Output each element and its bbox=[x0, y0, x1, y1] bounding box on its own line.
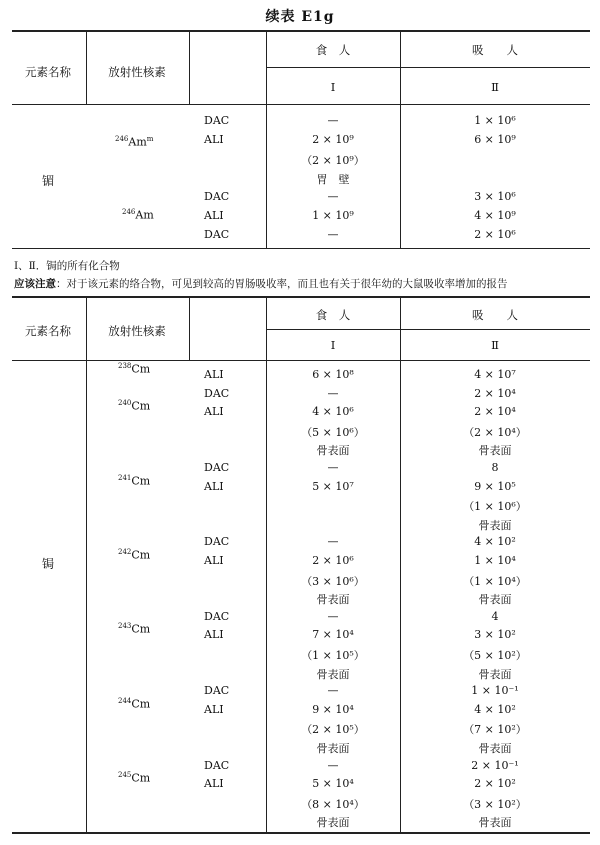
table-row-cell-inhalation: 骨表面 bbox=[478, 593, 512, 607]
table1-subheader-rule bbox=[266, 67, 590, 68]
table-row-cell-ingestion: — bbox=[327, 609, 339, 623]
table1-element-name: 镅 bbox=[41, 174, 55, 188]
table-row-cell-inhalation: 骨表面 bbox=[478, 742, 512, 755]
table2-header-rule bbox=[12, 360, 590, 361]
table2-vline bbox=[189, 296, 190, 360]
table-row-cell-ingestion: — bbox=[327, 535, 339, 549]
table-row-cell-inhalation: 骨表面 bbox=[478, 667, 512, 681]
table2-nuclide: $^{238}$Cm bbox=[118, 362, 151, 376]
table-row-cell-inhalation: 9 × 10⁵ bbox=[474, 479, 516, 493]
table-row-cell-type: ALI bbox=[204, 777, 224, 791]
table-row-cell-ingestion: 骨表面 bbox=[316, 742, 350, 755]
table-row-cell-ingestion: 骨表面 bbox=[316, 816, 350, 830]
table1-header-element: 元素名称 bbox=[25, 65, 71, 79]
table2-subheader-rule bbox=[266, 329, 590, 330]
table1-vline bbox=[86, 30, 87, 104]
table-row-cell-ingestion: 骨表面 bbox=[316, 444, 350, 458]
table-row-cell-inhalation: 1 × 10⁶ bbox=[474, 114, 516, 127]
table2-vline bbox=[266, 296, 267, 832]
table-row-cell-inhalation: （7 × 10²） bbox=[463, 723, 527, 737]
table-row-cell-inhalation: 2 × 10⁴ bbox=[474, 386, 516, 400]
table1-header-inhalation: 吸 人 bbox=[472, 43, 518, 57]
table1-class-ingestion: Ⅰ bbox=[330, 80, 336, 94]
table-row-cell-ingestion: — bbox=[327, 228, 339, 241]
table-row-cell-type: DAC bbox=[204, 228, 230, 241]
table-row-cell-ingestion: （2 × 10⁵） bbox=[301, 723, 365, 737]
table-row-cell-ingestion: — bbox=[327, 461, 339, 474]
table1-vline bbox=[189, 30, 190, 104]
note-attention bbox=[14, 276, 508, 291]
table-row-cell-type: DAC bbox=[204, 461, 230, 474]
table2-vline bbox=[400, 296, 401, 832]
note-attention-text: ：对于该元素的络合物，可见到较高的胃肠吸收率，而且也有关于很年幼的大鼠吸收率增加的报告 bbox=[56, 278, 508, 290]
table-row-cell-inhalation: （1 × 10⁴） bbox=[463, 574, 527, 588]
table2-vline bbox=[86, 296, 87, 832]
table2-header-nuclide: 放射性核素 bbox=[108, 324, 166, 338]
table1-header-ingestion: 食 人 bbox=[315, 43, 351, 57]
table-row-cell-ingestion: 7 × 10⁴ bbox=[312, 628, 354, 642]
table1-nuclide: $^{246}$Am bbox=[122, 208, 154, 222]
table-row-cell-inhalation: （2 × 10⁴） bbox=[463, 425, 527, 439]
table-row-cell-ingestion: （3 × 10⁶） bbox=[301, 574, 365, 588]
table-row-cell-inhalation: 2 × 10⁴ bbox=[474, 405, 516, 419]
table1-nuclide: $^{246}$Am$^m$ bbox=[115, 135, 154, 149]
table2-header-ingestion: 食 人 bbox=[315, 308, 351, 322]
table-row-cell-inhalation: （3 × 10²） bbox=[463, 797, 527, 811]
table2-element-name: 锔 bbox=[41, 557, 55, 571]
table-row-cell-type: ALI bbox=[204, 628, 224, 642]
table-row-cell-inhalation: 3 × 10⁶ bbox=[474, 190, 516, 203]
table1-class-inhalation: Ⅱ bbox=[491, 80, 499, 94]
table2-class-ingestion: Ⅰ bbox=[330, 338, 336, 352]
table-row-cell-ingestion: 胃 壁 bbox=[316, 173, 350, 186]
table-row-cell-inhalation: 1 × 10⁴ bbox=[474, 554, 516, 567]
table-row-cell-inhalation: 4 × 10² bbox=[474, 702, 516, 716]
table-row-cell-ingestion: — bbox=[327, 758, 339, 772]
table-row-cell-inhalation: 3 × 10² bbox=[474, 628, 516, 642]
table2-bottom-rule bbox=[12, 832, 590, 834]
table-row-cell-type: DAC bbox=[204, 758, 230, 772]
table-row-cell-type: DAC bbox=[204, 114, 230, 127]
table-row-cell-inhalation: 2 × 10⁻¹ bbox=[471, 758, 519, 772]
note-compounds: Ⅰ、Ⅱ．锔的所有化合物 bbox=[14, 260, 120, 272]
table-row-cell-inhalation: 1 × 10⁻¹ bbox=[471, 684, 519, 698]
table2-header-element: 元素名称 bbox=[25, 324, 71, 338]
table-row-cell-ingestion: 2 × 10⁹ bbox=[312, 133, 354, 146]
table-row-cell-inhalation: 骨表面 bbox=[478, 518, 512, 532]
table-row-cell-ingestion: — bbox=[327, 114, 339, 127]
table1-bottom-rule bbox=[12, 248, 590, 249]
table2-header-inhalation: 吸 人 bbox=[472, 308, 518, 322]
table-row-cell-ingestion: （8 × 10⁴） bbox=[301, 797, 365, 811]
table-row-cell-inhalation: 4 × 10⁹ bbox=[474, 209, 516, 222]
table1-top-rule bbox=[12, 30, 590, 32]
table-row-cell-ingestion: — bbox=[327, 386, 339, 400]
table-row-cell-inhalation: 4 × 10² bbox=[474, 535, 516, 549]
table-row-cell-ingestion: 4 × 10⁶ bbox=[312, 405, 354, 419]
table-row-cell-inhalation: 2 × 10² bbox=[474, 777, 516, 791]
table-row-cell-type: ALI bbox=[204, 702, 224, 716]
table-row-cell-inhalation: 骨表面 bbox=[478, 816, 512, 830]
table-row-cell-type: ALI bbox=[204, 479, 224, 493]
table2-nuclide: $^{244}$Cm bbox=[118, 696, 151, 711]
table-row-cell-ingestion: 5 × 10⁷ bbox=[312, 479, 354, 493]
table-row-cell-inhalation: 6 × 10⁹ bbox=[474, 133, 516, 146]
table-row-cell-ingestion: 5 × 10⁴ bbox=[312, 777, 354, 791]
table-row-cell-inhalation: （1 × 10⁶） bbox=[463, 500, 527, 514]
table-row-cell-inhalation: 2 × 10⁶ bbox=[474, 228, 516, 241]
page-title: 续表 E1g bbox=[265, 9, 335, 25]
table-row-cell-type: ALI bbox=[204, 405, 224, 419]
table2-nuclide: $^{243}$Cm bbox=[118, 622, 151, 637]
table-row-cell-ingestion: 1 × 10⁹ bbox=[312, 209, 354, 222]
table-row-cell-ingestion: （5 × 10⁶） bbox=[301, 425, 365, 439]
table-row-cell-ingestion: （1 × 10⁵） bbox=[301, 649, 365, 662]
table-row-cell-ingestion: 骨表面 bbox=[316, 593, 350, 607]
table-row-cell-type: DAC bbox=[204, 535, 230, 549]
table2-top-rule bbox=[12, 296, 590, 298]
table-row-cell-type: DAC bbox=[204, 386, 230, 400]
table-row-cell-inhalation: 8 bbox=[491, 461, 499, 474]
table-row-cell-type: ALI bbox=[204, 133, 224, 146]
table-row-cell-inhalation: 骨表面 bbox=[478, 444, 512, 458]
table-row-cell-ingestion: — bbox=[327, 190, 339, 203]
table-row-cell-type: DAC bbox=[204, 684, 230, 698]
note-attention-label: 应该注意 bbox=[14, 278, 56, 290]
table-row-cell-type: ALI bbox=[204, 368, 224, 381]
table1-vline bbox=[400, 30, 401, 248]
table-row-cell-type: ALI bbox=[204, 554, 224, 567]
table-row-cell-ingestion: 2 × 10⁶ bbox=[312, 554, 354, 567]
table-row-cell-type: DAC bbox=[204, 609, 230, 623]
table2-class-inhalation: Ⅱ bbox=[491, 338, 499, 352]
table-row-cell-ingestion: （2 × 10⁹） bbox=[301, 154, 365, 167]
table2-nuclide: $^{242}$Cm bbox=[118, 548, 151, 562]
table2-nuclide: $^{245}$Cm bbox=[118, 771, 151, 785]
table-row-cell-ingestion: 骨表面 bbox=[316, 667, 350, 681]
table-row-cell-ingestion: 6 × 10⁸ bbox=[312, 368, 354, 381]
table1-header-nuclide: 放射性核素 bbox=[108, 65, 166, 79]
table2-nuclide: $^{241}$Cm bbox=[118, 473, 151, 488]
table-row-cell-ingestion: — bbox=[327, 684, 339, 698]
table1-vline bbox=[266, 30, 267, 248]
table2-nuclide: $^{240}$Cm bbox=[118, 399, 151, 413]
table-row-cell-inhalation: （5 × 10²） bbox=[463, 649, 527, 662]
table-row-cell-ingestion: 9 × 10⁴ bbox=[312, 702, 354, 716]
table-row-cell-type: ALI bbox=[204, 209, 224, 222]
table-row-cell-inhalation: 4 × 10⁷ bbox=[474, 368, 516, 381]
table1-header-rule bbox=[12, 104, 590, 105]
table-row-cell-type: DAC bbox=[204, 190, 230, 203]
table-row-cell-inhalation: 4 bbox=[491, 609, 499, 623]
